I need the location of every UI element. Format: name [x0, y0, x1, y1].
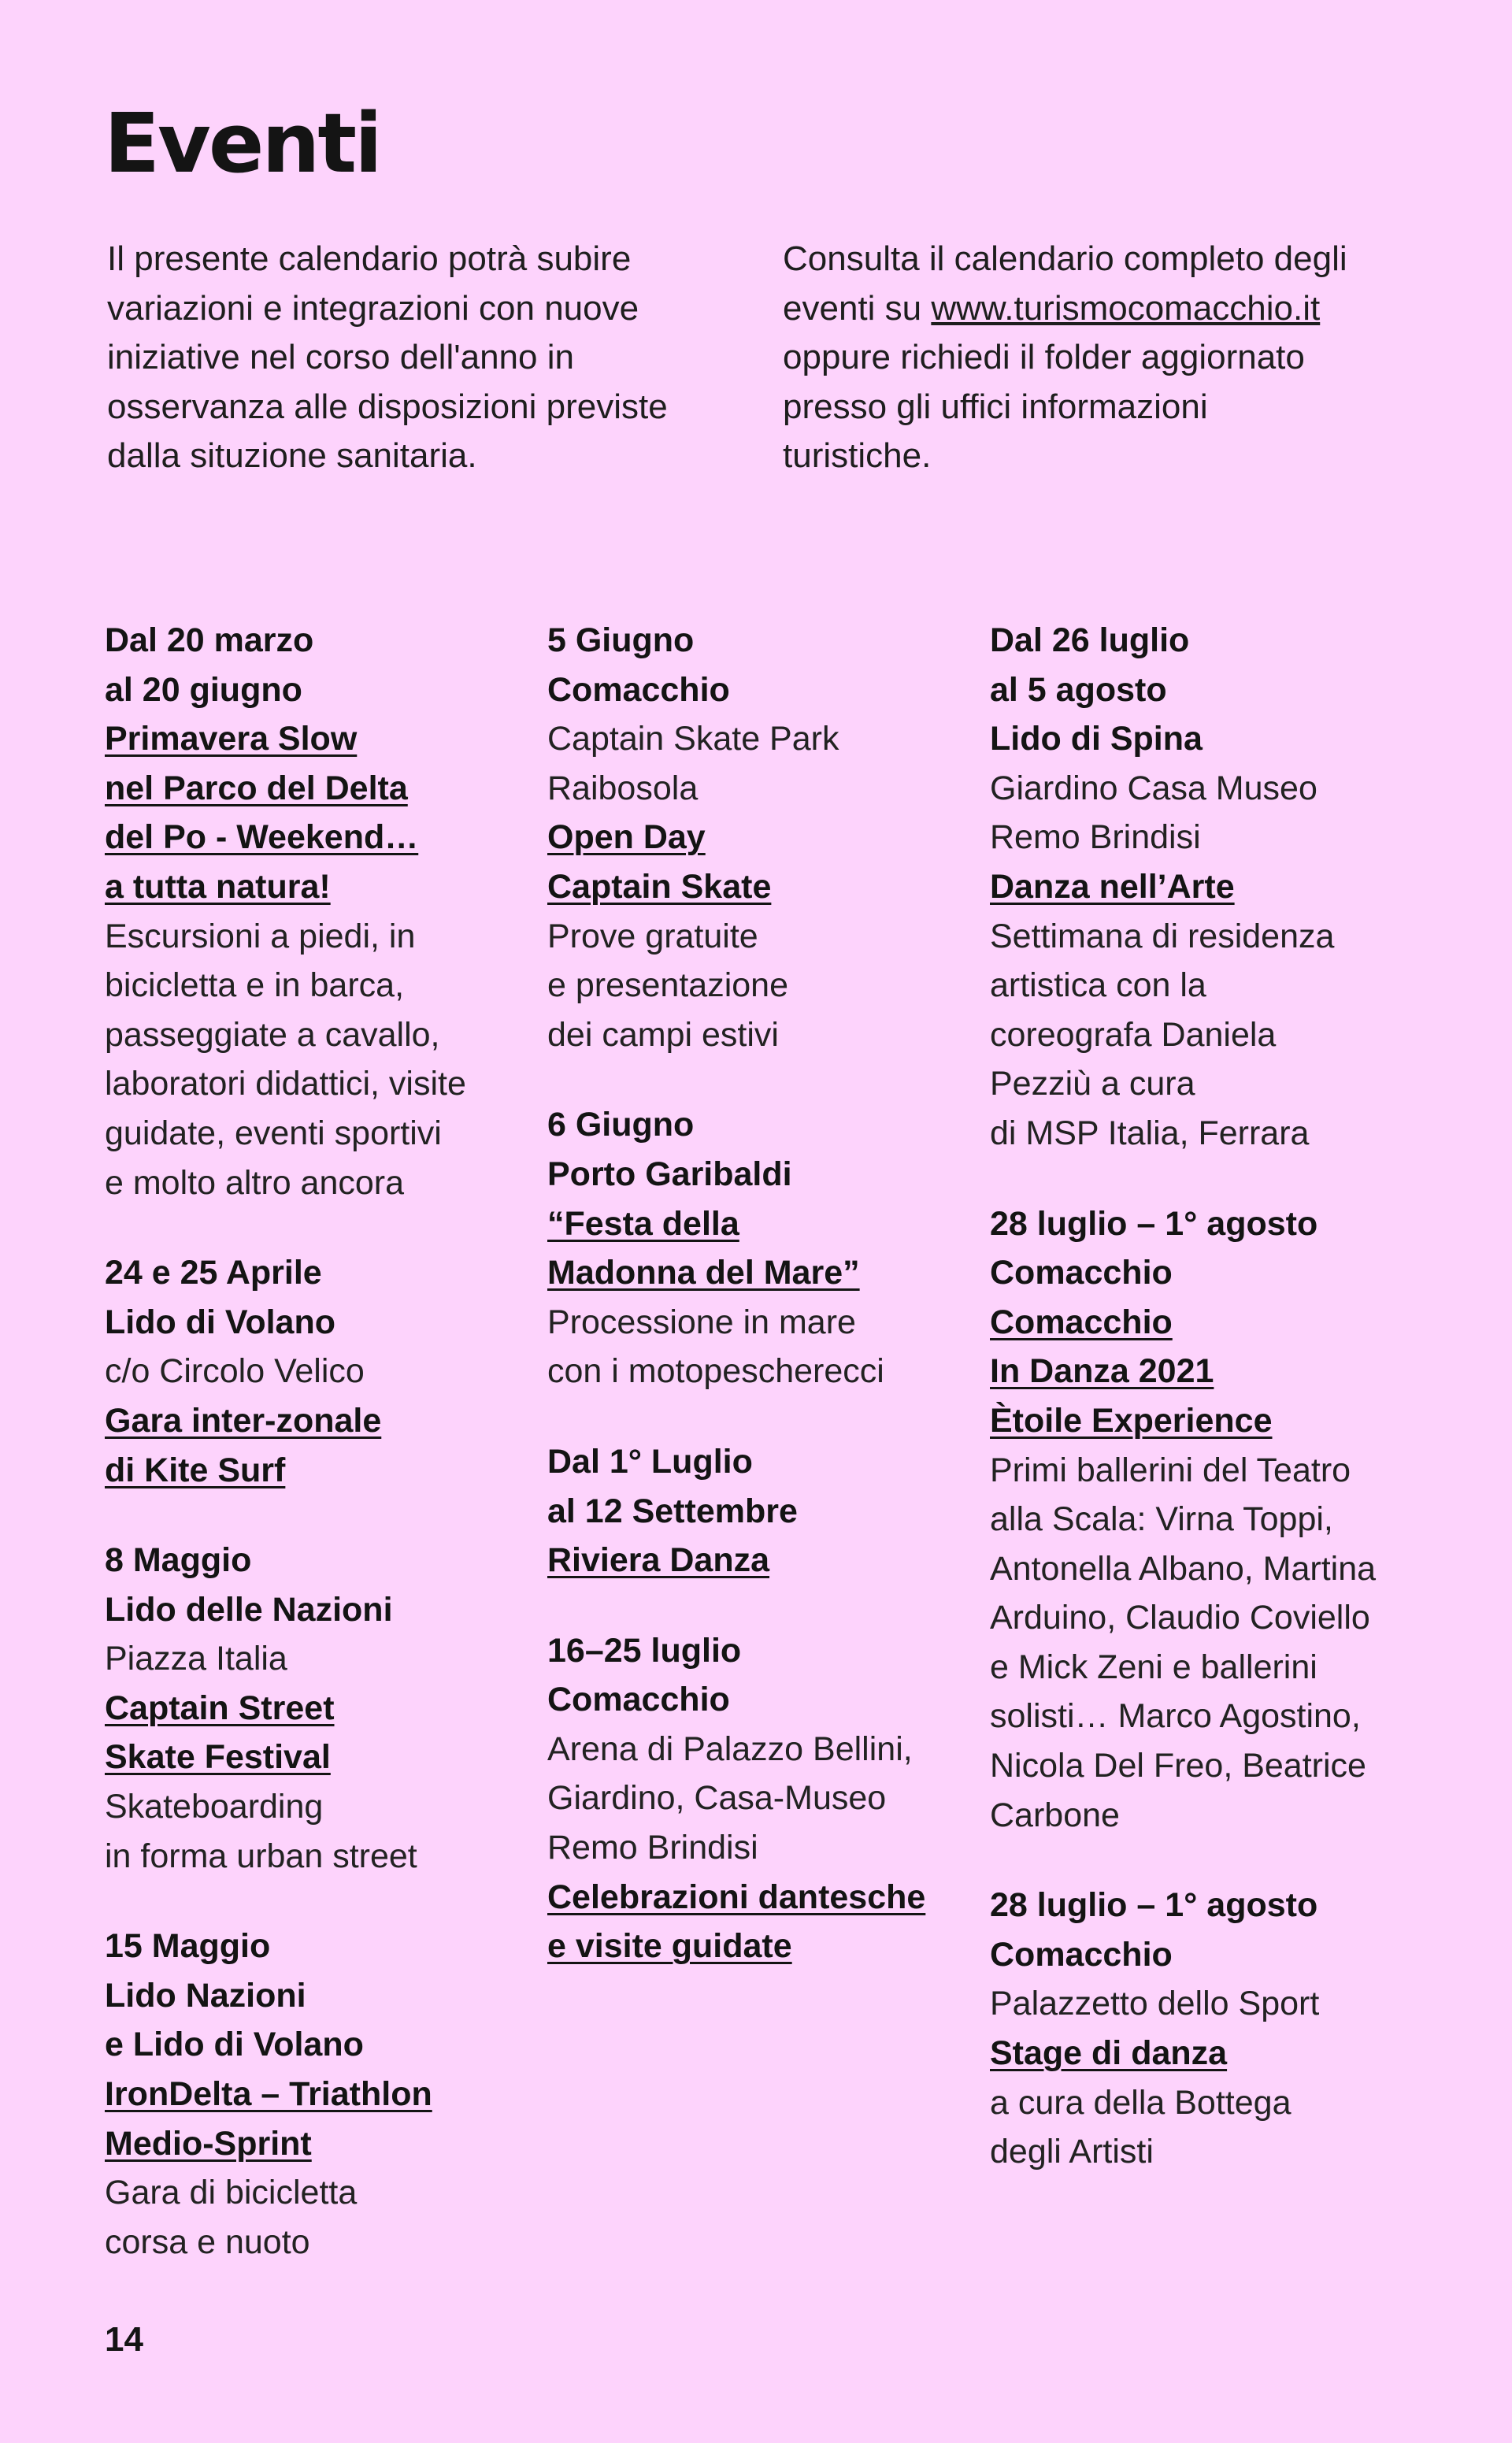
event-title-link[interactable]: Captain Skate: [547, 867, 772, 906]
event-title-link[interactable]: Celebrazioni dantesche: [547, 1878, 926, 1916]
event-date-location: 16–25 luglio: [547, 1631, 742, 1670]
event-date-location: Dal 20 marzo: [105, 621, 314, 659]
event-detail: coreografa Daniela: [990, 1015, 1277, 1054]
event-date-location: al 12 Settembre: [547, 1492, 798, 1530]
event-date-location: 28 luglio – 1° agosto: [990, 1204, 1318, 1243]
event-detail: Raibosola: [547, 769, 699, 807]
event-detail: con i motopescherecci: [547, 1352, 884, 1391]
event-date-location: Lido delle Nazioni: [105, 1590, 393, 1629]
event-detail: degli Artisti: [990, 2133, 1154, 2171]
intro-text-line: variazioni e integrazioni con nuove: [107, 288, 639, 328]
event-detail: Pezziù a cura: [990, 1065, 1195, 1103]
event-detail: Settimana di residenza: [990, 917, 1335, 955]
event-title-link[interactable]: nel Parco del Delta: [105, 769, 408, 807]
event-title-link[interactable]: di Kite Surf: [105, 1451, 286, 1489]
event-detail: solisti… Marco Agostino,: [990, 1697, 1361, 1736]
event-title-link[interactable]: Comacchio: [990, 1303, 1173, 1341]
event-detail: e molto altro ancora: [105, 1163, 405, 1202]
event-date-location: Dal 26 luglio: [990, 621, 1190, 659]
event-entry: [105, 1922, 530, 2267]
event-detail: c/o Circolo Velico: [105, 1352, 365, 1391]
event-detail: guidate, eventi sportivi: [105, 1114, 442, 1152]
page-number: 14: [105, 2320, 143, 2359]
event-detail: Antonella Albano, Martina: [990, 1549, 1377, 1588]
intro-text-line: dalla situzione sanitaria.: [107, 436, 477, 475]
event-detail: Carbone: [990, 1796, 1120, 1834]
event-detail: Nicola Del Freo, Beatrice: [990, 1747, 1366, 1785]
intro-text-line: Consulta il calendario completo degli: [783, 239, 1347, 278]
event-detail: Skateboarding: [105, 1788, 324, 1826]
event-detail: artistica con la: [990, 966, 1206, 1005]
event-detail: Processione in mare: [547, 1303, 856, 1341]
event-detail: laboratori didattici, visite: [105, 1065, 466, 1103]
event-date-location: 8 Maggio: [105, 1541, 252, 1580]
event-title-link[interactable]: Ètoile Experience: [990, 1401, 1273, 1440]
event-title-link[interactable]: e visite guidate: [547, 1927, 792, 1966]
event-entry: [547, 1437, 973, 1585]
event-date-location: al 20 giugno: [105, 670, 302, 709]
event-detail: bicicletta e in barca,: [105, 966, 405, 1005]
event-title-link[interactable]: In Danza 2021: [990, 1352, 1214, 1391]
event-title-link[interactable]: Captain Street: [105, 1689, 335, 1727]
event-date-location: 5 Giugno: [547, 621, 695, 659]
intro-text-line: presso gli uffici informazioni: [783, 387, 1208, 426]
event-title-link[interactable]: Primavera Slow: [105, 720, 358, 758]
event-date-location: Lido di Volano: [105, 1303, 336, 1341]
event-date-location: Porto Garibaldi: [547, 1155, 792, 1193]
event-entry: [547, 616, 973, 1059]
intro-text-line: iniziative nel corso dell'anno in: [107, 338, 574, 376]
intro-left-paragraph: [107, 235, 737, 481]
event-title-link[interactable]: IronDelta – Triathlon: [105, 2075, 432, 2114]
intro-text-line: oppure richiedi il folder aggiornato: [783, 338, 1305, 376]
event-detail: Piazza Italia: [105, 1640, 287, 1678]
event-detail: Arena di Palazzo Bellini,: [547, 1729, 913, 1768]
event-title-link[interactable]: Madonna del Mare”: [547, 1254, 860, 1292]
event-title-link[interactable]: a tutta natura!: [105, 867, 331, 906]
event-date-location: Lido di Spina: [990, 720, 1203, 758]
events-column-2: [547, 616, 973, 2012]
event-entry: [990, 1881, 1431, 2177]
event-date-location: al 5 agosto: [990, 670, 1167, 709]
event-date-location: e Lido di Volano: [105, 2026, 364, 2064]
page-title: Eventi: [104, 95, 380, 191]
event-detail: passeggiate a cavallo,: [105, 1015, 440, 1054]
event-date-location: Comacchio: [547, 1681, 730, 1719]
event-entry: [105, 1536, 530, 1881]
website-link[interactable]: www.turismocomacchio.it: [931, 288, 1321, 328]
event-detail: a cura della Bottega: [990, 2083, 1292, 2122]
event-date-location: 28 luglio – 1° agosto: [990, 1886, 1318, 1925]
intro-text-line: [783, 284, 1429, 334]
event-detail: Gara di bicicletta: [105, 2174, 358, 2212]
intro-right-paragraph: [783, 235, 1429, 481]
events-column-1: [105, 616, 530, 2308]
event-detail: Remo Brindisi: [990, 818, 1201, 857]
intro-text-line: turistiche.: [783, 436, 932, 475]
intro-text-fragment: eventi su: [783, 288, 932, 328]
event-date-location: Lido Nazioni: [105, 1976, 306, 2015]
events-column-3: [990, 616, 1431, 2218]
event-date-location: Dal 1° Luglio: [547, 1442, 753, 1481]
event-title-link[interactable]: Open Day: [547, 818, 706, 857]
event-date-location: Comacchio: [547, 670, 730, 709]
event-entry: [990, 1199, 1431, 1841]
event-detail: Palazzetto dello Sport: [990, 1985, 1320, 2023]
event-detail: alla Scala: Virna Toppi,: [990, 1500, 1333, 1539]
intro-text-line: Il presente calendario potrà subire: [107, 239, 632, 278]
event-entry: [547, 1100, 973, 1396]
event-detail: di MSP Italia, Ferrara: [990, 1114, 1310, 1152]
event-detail: in forma urban street: [105, 1837, 417, 1875]
event-detail: corsa e nuoto: [105, 2222, 310, 2261]
event-title-link[interactable]: del Po - Weekend…: [105, 818, 419, 857]
event-entry: [105, 616, 530, 1207]
event-date-location: Comacchio: [990, 1935, 1173, 1974]
event-title-link[interactable]: Gara inter-zonale: [105, 1401, 382, 1440]
event-entry: [990, 616, 1431, 1158]
event-detail: e Mick Zeni e ballerini: [990, 1648, 1317, 1686]
event-detail: Prove gratuite: [547, 917, 758, 955]
event-detail: Primi ballerini del Teatro: [990, 1451, 1351, 1489]
event-title-link[interactable]: Stage di danza: [990, 2034, 1228, 2073]
event-detail: e presentazione: [547, 966, 788, 1005]
event-date-location: 6 Giugno: [547, 1106, 695, 1144]
event-title-link[interactable]: “Festa della: [547, 1204, 739, 1243]
event-detail: Giardino, Casa-Museo: [547, 1779, 887, 1818]
event-date-location: Comacchio: [990, 1254, 1173, 1292]
event-detail: Arduino, Claudio Coviello: [990, 1599, 1370, 1637]
event-detail: Escursioni a piedi, in: [105, 917, 416, 955]
event-detail: Captain Skate Park: [547, 720, 839, 758]
event-title-link[interactable]: Skate Festival: [105, 1738, 331, 1777]
event-title-link[interactable]: Riviera Danza: [547, 1541, 770, 1580]
event-entry: [547, 1626, 973, 1971]
event-detail: Giardino Casa Museo: [990, 769, 1317, 807]
event-date-location: 15 Maggio: [105, 1927, 271, 1966]
event-title-link[interactable]: Danza nell’Arte: [990, 867, 1235, 906]
event-title-link[interactable]: Medio-Sprint: [105, 2124, 312, 2163]
event-entry: [105, 1248, 530, 1495]
event-detail: Remo Brindisi: [547, 1829, 758, 1867]
event-date-location: 24 e 25 Aprile: [105, 1254, 322, 1292]
event-detail: dei campi estivi: [547, 1015, 779, 1054]
intro-text-line: osservanza alle disposizioni previste: [107, 387, 668, 426]
